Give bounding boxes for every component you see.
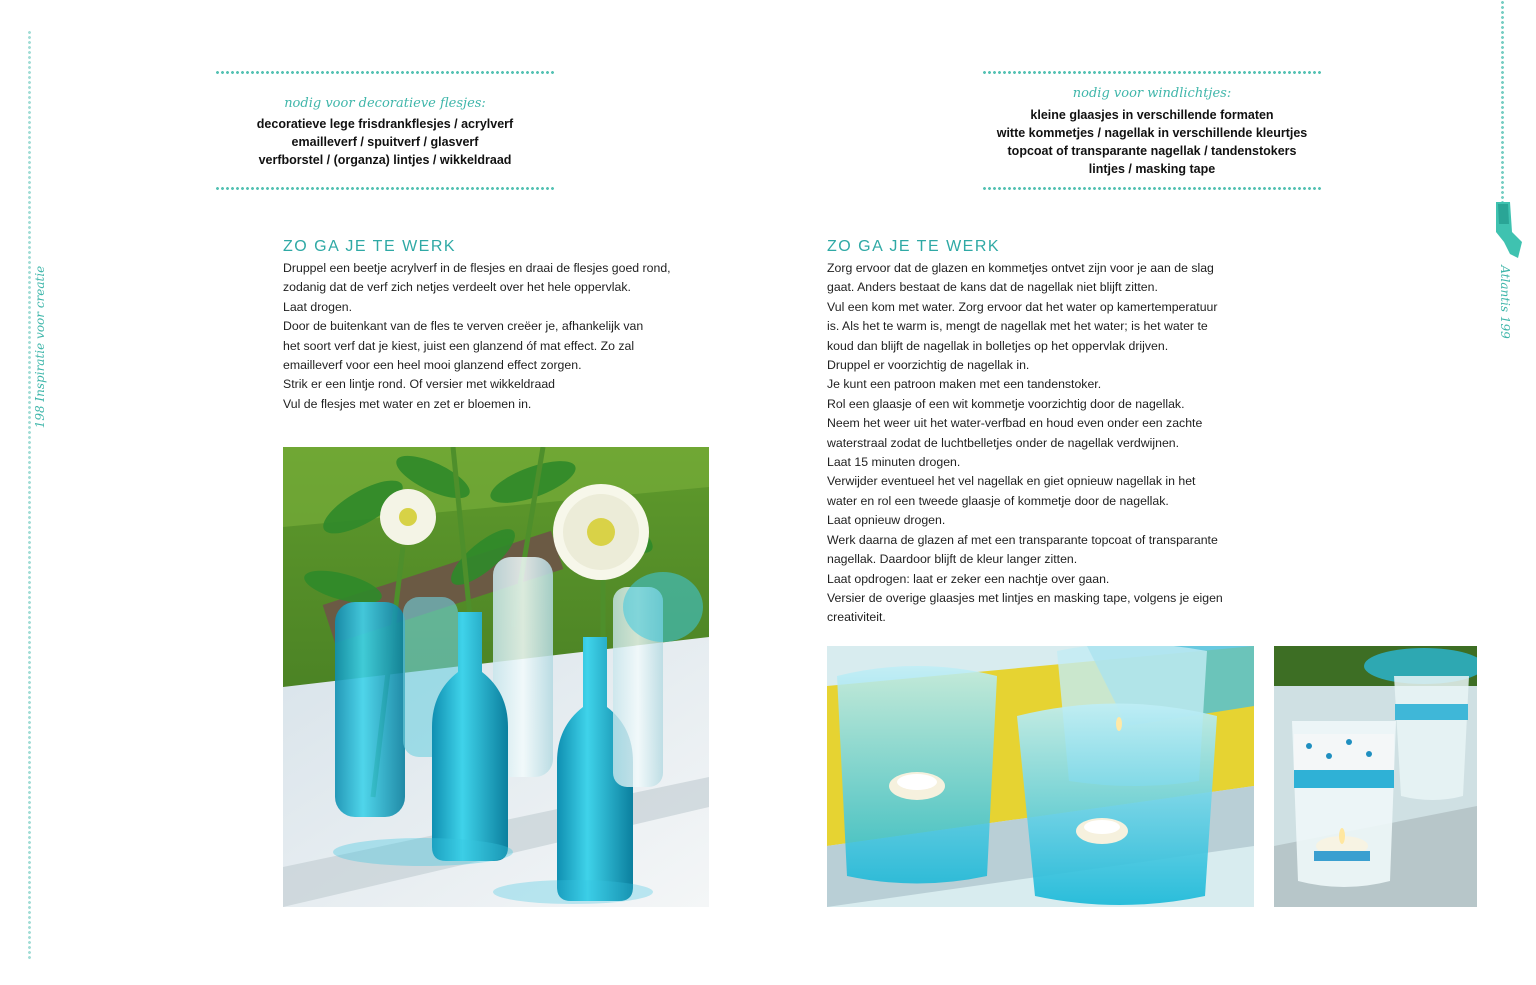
instruction-line: Je kunt een patroon maken met een tandenstoker. bbox=[827, 377, 1102, 392]
instruction-line: Versier de overige glaasjes met lintjes en masking tape, volgens je eigen bbox=[827, 590, 1223, 605]
instruction-line: Vul een kom met water. Zorg ervoor dat het water op kamertemperatuur bbox=[827, 299, 1218, 314]
right-materials-line: witte kommetjes / nagellak in verschillende kleurtjes bbox=[996, 126, 1308, 140]
instruction-line: Laat opnieuw drogen. bbox=[827, 513, 946, 528]
instruction-line: Zorg ervoor dat de glazen en kommetjes ontvet zijn voor je aan de slag bbox=[827, 261, 1214, 275]
instruction-line: Laat 15 minuten drogen. bbox=[827, 455, 961, 470]
instruction-line: Vul de flesjes met water en zet er bloemen in. bbox=[283, 396, 532, 411]
instruction-line: Door de buitenkant van de fles te verven creëer je, afhankelijk van bbox=[283, 319, 644, 334]
instruction-line: koud dan blijft de nagellak in bolletjes op het oppervlak drijven. bbox=[827, 338, 1169, 353]
instruction-line: zodanig dat de verf zich netjes verdeelt over het hele oppervlak. bbox=[283, 280, 631, 295]
right-materials-line: lintjes / masking tape bbox=[1088, 162, 1216, 176]
instruction-line: Rol een glaasje of een wit kommetje voorzichtig door de nagellak. bbox=[827, 396, 1185, 411]
instruction-line: emailleverf voor een heel mooi glanzend effect zorgen. bbox=[283, 358, 582, 373]
left-materials-title: nodig voor decoratieve flesjes: bbox=[284, 96, 486, 111]
left-box-bottom-border bbox=[215, 186, 555, 191]
instruction-line: nagellak. Daardoor blijft de kleur langer zitten. bbox=[827, 552, 1078, 567]
left-page-number-label: 198 Inspiratie voor creatie bbox=[33, 265, 47, 429]
left-materials-line: verfborstel / (organza) lintjes / wikkeldraad bbox=[258, 153, 512, 167]
bottles-flowers-photo bbox=[283, 447, 709, 907]
instruction-line: Laat drogen. bbox=[283, 299, 353, 314]
right-box-bottom-border bbox=[982, 186, 1322, 191]
left-section-heading: ZO GA JE TE WERK bbox=[283, 238, 457, 255]
instruction-line: is. Als het te warm is, mengt de nagellak met het water; is het water te bbox=[827, 319, 1208, 334]
left-margin-braid bbox=[27, 30, 32, 960]
instruction-line: Neem het weer uit het water-verfbad en houd even onder een zachte bbox=[827, 416, 1203, 431]
instruction-line: Strik er een lintje rond. Of versier met wikkeldraad bbox=[283, 377, 556, 392]
left-materials-line: decoratieve lege frisdrankflesjes / acrylverf bbox=[256, 117, 514, 131]
right-section-heading: ZO GA JE TE WERK bbox=[827, 238, 1001, 255]
instruction-line: water en rol een tweede glaasje of kommetje door de nagellak. bbox=[827, 493, 1169, 508]
left-box-top-border bbox=[215, 70, 555, 75]
right-page-number-label: Atlantis 199 bbox=[1498, 265, 1512, 339]
right-box-top-border bbox=[982, 70, 1322, 75]
left-instructions bbox=[283, 259, 671, 414]
instruction-line: waterstraal zodat de luchtbelletjes onder de nagellak verdwijnen. bbox=[827, 435, 1180, 450]
left-materials-line: emailleverf / spuitverf / glasverf bbox=[291, 135, 479, 149]
instruction-line: Laat opdrogen: laat er zeker een nachtje over gaan. bbox=[827, 571, 1110, 586]
instruction-line: Verwijder eventueel het vel nagellak en giet opnieuw nagellak in het bbox=[827, 474, 1196, 489]
instruction-line: creativiteit. bbox=[827, 610, 886, 625]
right-materials-line: kleine glaasjes in verschillende formaten bbox=[1030, 108, 1274, 122]
paint-brush-icon bbox=[1490, 200, 1526, 260]
right-materials-line: topcoat of transparante nagellak / tandenstokers bbox=[1007, 144, 1297, 158]
taped-glasses-photo bbox=[1274, 646, 1477, 907]
right-margin-braid bbox=[1500, 0, 1505, 205]
instruction-line: Druppel er voorzichtig de nagellak in. bbox=[827, 358, 1030, 373]
instruction-line: het soort verf dat je kiest, juist een glanzend óf mat effect. Zo zal bbox=[283, 338, 635, 353]
instruction-line: gaat. Anders bestaat de kans dat de nagellak niet blijft zitten. bbox=[827, 280, 1158, 295]
instruction-line: Werk daarna de glazen af met een transparante topcoat of transparante bbox=[827, 532, 1218, 547]
right-instructions bbox=[827, 259, 1223, 628]
instruction-line: Druppel een beetje acrylverf in de flesjes en draai de flesjes goed rond, bbox=[283, 261, 671, 275]
right-materials-title: nodig voor windlichtjes: bbox=[1072, 86, 1232, 101]
candle-glasses-photo bbox=[827, 646, 1254, 907]
